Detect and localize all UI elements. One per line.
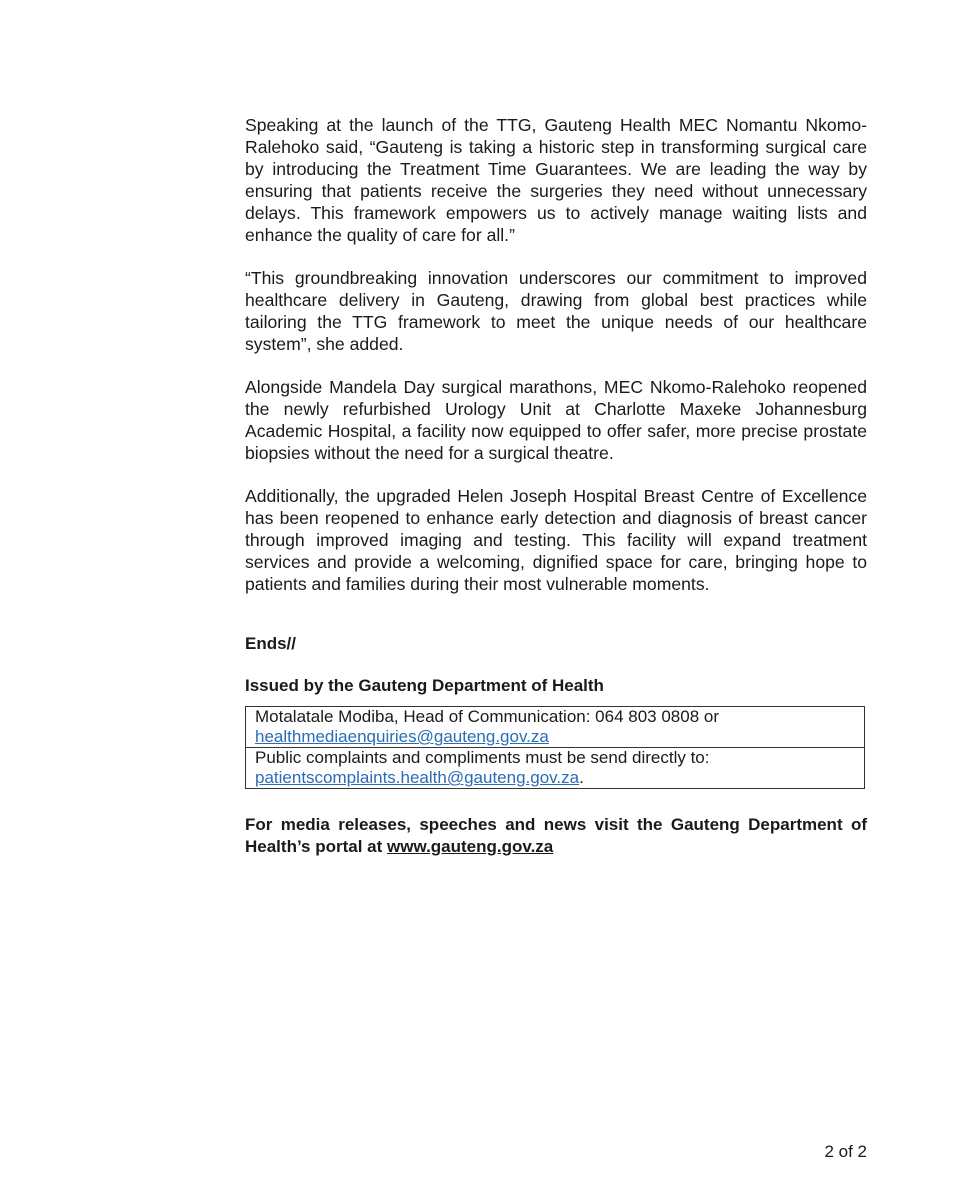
paragraph-breast-centre: Additionally, the upgraded Helen Joseph Hospital Breast Centre of Excellence has been reopened to enhance early detection and diagnosis of breast cancer through improved imaging and testing. This facility will expand treatment services and provide a welcoming, dignified space for care, bringing hope to patients and families during their most vulnerable moments. — [245, 486, 867, 594]
media-portal-note — [245, 814, 867, 858]
paragraph-urology-unit: Alongside Mandela Day surgical marathons, MEC Nkomo-Ralehoko reopened the newly refurbished Urology Unit at Charlotte Maxeke Johannesburg Academic Hospital, a facility now equipped to offer safer, more precise prostate biopsies without the need for a surgical theatre. — [245, 377, 867, 463]
media-enquiries-email-link[interactable]: healthmediaenquiries@gauteng.gov.za — [255, 727, 549, 746]
document-body — [245, 114, 867, 858]
contact-cell-complaints — [246, 748, 865, 789]
issued-by-line: Issued by the Gauteng Department of Health — [245, 676, 604, 695]
paragraph-mec-quote: Speaking at the launch of the TTG, Gauteng Health MEC Nomantu Nkomo-Ralehoko said, “Gauteng is taking a historic step in transforming surgical care by introducing the Treatment Time Guarantees. We are leading the way by ensuring that patients receive the surgeries they need without unnecessary delays. This framework empowers us to actively manage waiting lists and enhance the quality of care for all.” — [245, 115, 867, 245]
complaints-email-link[interactable]: patientscomplaints.health@gauteng.gov.za — [255, 768, 580, 787]
page-number: 2 of 2 — [824, 1142, 867, 1161]
paragraph-innovation-quote: “This groundbreaking innovation underscores our commitment to improved healthcare delivery in Gauteng, drawing from global best practices while tailoring the TTG framework to meet the unique needs of our healthcare system”, she added. — [245, 268, 867, 354]
communication-contact-text: Motalatale Modiba, Head of Communication: 064 803 0808 or — [255, 707, 720, 726]
contact-row-complaints — [246, 748, 865, 789]
complaints-contact-text: Public complaints and compliments must be send directly to: — [255, 748, 710, 767]
media-portal-text: For media releases, speeches and news visit the Gauteng Department of Health’s portal at — [245, 815, 867, 856]
ends-marker: Ends// — [245, 634, 297, 653]
contact-cell-communication — [246, 707, 865, 748]
complaints-period: . — [579, 768, 584, 787]
contact-row-communication — [246, 707, 865, 748]
portal-url-link[interactable]: www.gauteng.gov.za — [387, 837, 554, 856]
contact-table — [245, 706, 865, 789]
